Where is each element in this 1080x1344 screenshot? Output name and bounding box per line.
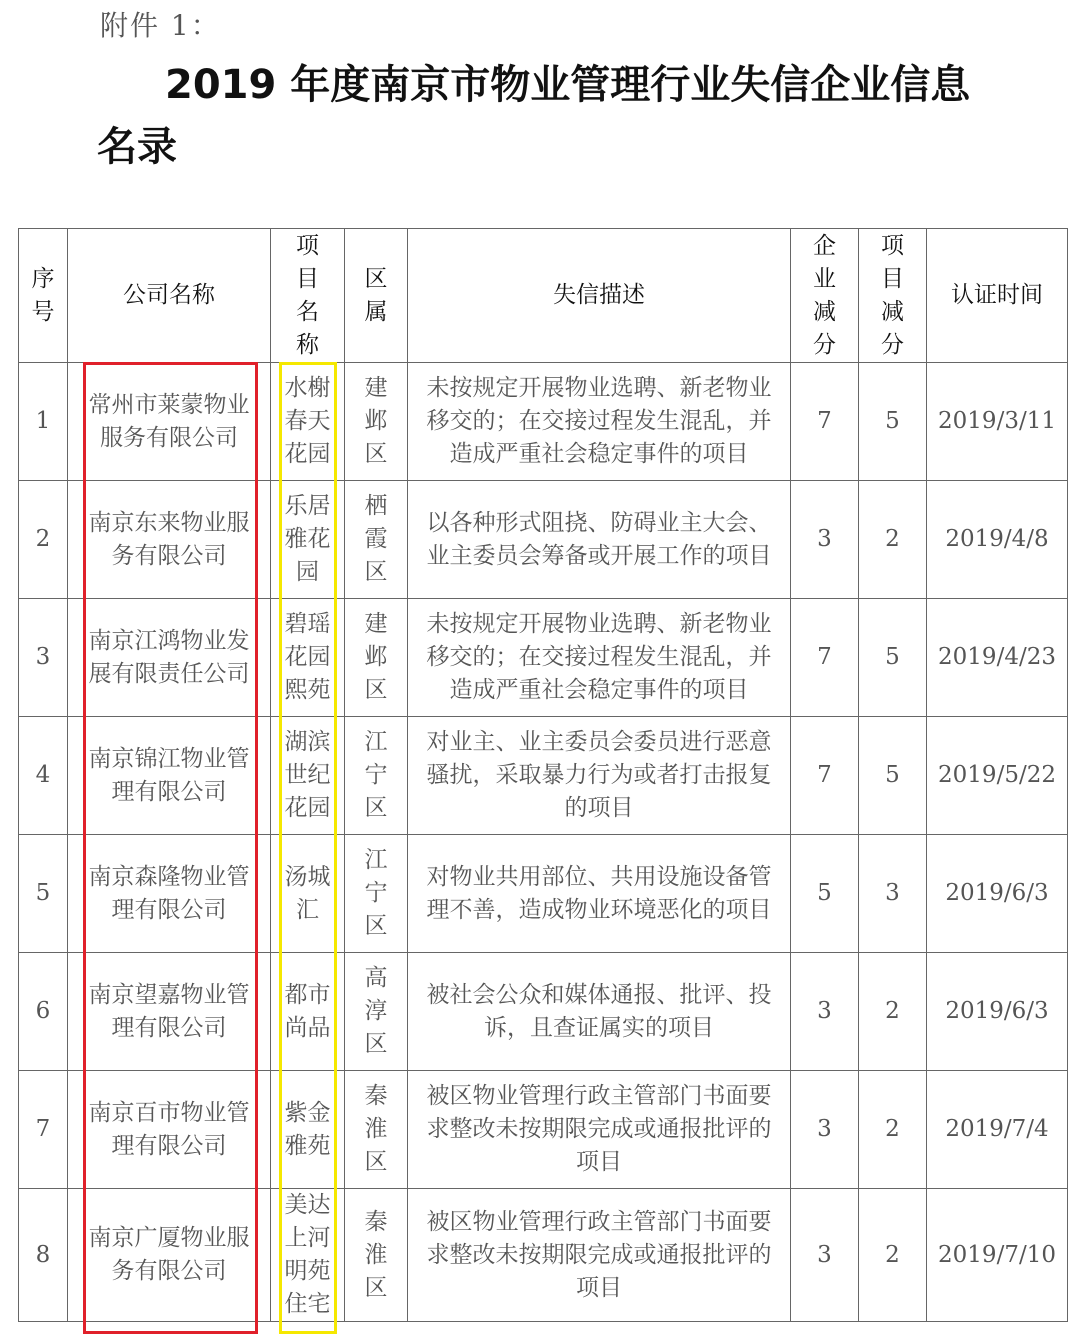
cell-company (68, 953, 271, 1071)
cell-cert-time-text: 2019/4/23 (938, 644, 1056, 670)
cell-description (408, 1071, 791, 1189)
cell-company-text: 南京广厦物业服务有限公司 (88, 1225, 250, 1284)
table-header-row (19, 229, 1068, 363)
cell-project-deduction (859, 953, 927, 1071)
cell-seq (19, 599, 68, 717)
cell-project-deduction-text: 2 (885, 1241, 900, 1268)
cell-cert-time-text: 2019/3/11 (938, 408, 1056, 434)
cell-region (345, 1189, 408, 1322)
cell-project (271, 953, 345, 1071)
cell-description-text: 被区物业管理行政主管部门书面要求整改未按期限完成或通报批评的项目 (426, 1083, 772, 1175)
header-description: 失信描述 (408, 229, 791, 363)
cell-region-text: 秦淮区 (364, 1208, 388, 1301)
cell-seq (19, 835, 68, 953)
cell-project-text: 碧瑶花园熙苑 (284, 611, 331, 703)
cell-cert-time-text: 2019/6/3 (945, 880, 1049, 906)
cell-region-text: 高淳区 (364, 965, 388, 1057)
cell-project (271, 1189, 345, 1322)
cell-cert-time-text: 2019/7/10 (938, 1241, 1056, 1268)
cell-cert-time (927, 835, 1068, 953)
cell-project-text: 紫金雅苑 (284, 1099, 331, 1159)
cell-description-text: 未按规定开展物业选聘、新老物业移交的；在交接过程发生混乱，并造成严重社会稳定事件的项目 (426, 375, 772, 467)
cell-project-deduction (859, 363, 927, 481)
cell-region-text: 建邺区 (364, 611, 388, 703)
cell-region-text: 江宁区 (364, 729, 388, 821)
table-row (19, 717, 1068, 835)
cell-seq (19, 363, 68, 481)
cell-company-deduction-text: 7 (817, 644, 832, 670)
header-company: 公司名称 (68, 229, 271, 363)
cell-cert-time-text: 2019/4/8 (945, 526, 1049, 552)
cell-region (345, 835, 408, 953)
cell-cert-time (927, 717, 1068, 835)
cell-company-deduction-text: 3 (817, 1241, 832, 1268)
cell-region-text: 栖霞区 (364, 493, 388, 585)
cell-project (271, 599, 345, 717)
cell-project-deduction (859, 717, 927, 835)
cell-cert-time (927, 1071, 1068, 1189)
cell-project (271, 481, 345, 599)
cell-cert-time (927, 363, 1068, 481)
cell-project (271, 835, 345, 953)
cell-description-text: 被区物业管理行政主管部门书面要求整改未按期限完成或通报批评的项目 (426, 1208, 772, 1301)
cell-project-text: 水榭春天花园 (284, 375, 331, 467)
cell-company-deduction-text: 7 (817, 408, 832, 434)
cell-company (68, 835, 271, 953)
cell-project-text: 美达上河明苑住宅 (284, 1192, 331, 1317)
annex-label: 附件 1： (100, 9, 221, 42)
cell-project-text: 都市尚品 (284, 981, 331, 1041)
cell-project-text: 湖滨世纪花园 (284, 729, 331, 821)
cell-company-deduction (791, 1071, 859, 1189)
header-project-deduction: 项目减分 (859, 229, 927, 363)
cell-seq (19, 717, 68, 835)
header-region: 区属 (345, 229, 408, 363)
cell-project-deduction-text: 3 (885, 880, 900, 906)
cell-project-deduction (859, 835, 927, 953)
cell-project (271, 363, 345, 481)
cell-region (345, 717, 408, 835)
cell-cert-time (927, 481, 1068, 599)
cell-company-deduction (791, 1189, 859, 1322)
cell-description (408, 363, 791, 481)
cell-project-text: 汤城汇 (284, 863, 331, 923)
cell-company-deduction-text: 3 (817, 998, 832, 1024)
cell-company-deduction-text: 7 (817, 762, 832, 788)
header-project: 项目名称 (271, 229, 345, 363)
cell-seq-text: 8 (35, 1241, 51, 1268)
cell-company (68, 363, 271, 481)
cell-company-text: 南京锦江物业管理有限公司 (88, 745, 250, 805)
table-row (19, 1189, 1068, 1322)
cell-company (68, 481, 271, 599)
cell-cert-time-text: 2019/5/22 (938, 762, 1056, 788)
table-row (19, 599, 1068, 717)
table-row (19, 481, 1068, 599)
cell-company-deduction (791, 835, 859, 953)
cell-seq-text: 3 (35, 644, 51, 670)
cell-company (68, 1189, 271, 1322)
table-row (19, 953, 1068, 1071)
cell-project-deduction (859, 599, 927, 717)
cell-seq-text: 7 (35, 1116, 51, 1142)
cell-description (408, 481, 791, 599)
cell-description-text: 被社会公众和媒体通报、批评、投诉，且查证属实的项目 (426, 981, 772, 1041)
cell-seq-text: 2 (35, 526, 51, 552)
cell-description (408, 835, 791, 953)
cell-description-text: 对物业共用部位、共用设施设备管理不善，造成物业环境恶化的项目 (426, 863, 772, 923)
cell-cert-time (927, 953, 1068, 1071)
cell-region-text: 秦淮区 (364, 1083, 388, 1175)
cell-company (68, 717, 271, 835)
header-cert-time: 认证时间 (927, 229, 1068, 363)
cell-company-deduction (791, 717, 859, 835)
cell-description-text: 未按规定开展物业选聘、新老物业移交的；在交接过程发生混乱，并造成严重社会稳定事件的项目 (426, 611, 772, 703)
cell-company-text: 南京江鸿物业发展有限责任公司 (88, 627, 250, 687)
cell-seq-text: 5 (35, 880, 51, 906)
table-row (19, 363, 1068, 481)
cell-region (345, 481, 408, 599)
cell-seq (19, 481, 68, 599)
cell-company-text: 南京东来物业服务有限公司 (88, 509, 250, 569)
cell-seq-text: 4 (35, 762, 51, 788)
header-company-deduction: 企业减分 (791, 229, 859, 363)
cell-project (271, 717, 345, 835)
cell-company (68, 599, 271, 717)
cell-project-deduction-text: 5 (885, 408, 900, 434)
cell-company-text: 南京百市物业管理有限公司 (88, 1099, 250, 1159)
cell-description (408, 717, 791, 835)
cell-description (408, 599, 791, 717)
cell-seq-text: 6 (35, 998, 51, 1024)
cell-seq (19, 1189, 68, 1322)
cell-company-text: 南京望嘉物业管理有限公司 (88, 981, 250, 1041)
cell-cert-time-text: 2019/6/3 (945, 998, 1049, 1024)
cell-region (345, 363, 408, 481)
cell-cert-time (927, 599, 1068, 717)
cell-project (271, 1071, 345, 1189)
cell-seq (19, 1071, 68, 1189)
cell-company-text: 常州市莱蒙物业服务有限公司 (88, 391, 250, 451)
cell-region-text: 建邺区 (364, 375, 388, 467)
cell-project-deduction (859, 481, 927, 599)
cell-region (345, 953, 408, 1071)
cell-cert-time-text: 2019/7/4 (945, 1116, 1049, 1142)
cell-company-deduction-text: 3 (817, 526, 832, 552)
cell-company-deduction-text: 5 (817, 880, 832, 906)
cell-company-deduction-text: 3 (817, 1116, 832, 1142)
cell-project-deduction-text: 5 (885, 762, 900, 788)
table-row (19, 835, 1068, 953)
cell-company-deduction (791, 481, 859, 599)
cell-company-text: 南京森隆物业管理有限公司 (88, 863, 250, 923)
cell-seq-text: 1 (35, 408, 51, 434)
header-seq: 序号 (19, 229, 68, 363)
cell-company (68, 1071, 271, 1189)
cell-description (408, 953, 791, 1071)
cell-project-deduction (859, 1071, 927, 1189)
cell-region (345, 1071, 408, 1189)
cell-seq (19, 953, 68, 1071)
cell-description-text: 对业主、业主委员会委员进行恶意骚扰，采取暴力行为或者打击报复的项目 (426, 729, 772, 821)
cell-project-deduction-text: 5 (885, 644, 900, 670)
cell-project-deduction-text: 2 (885, 1116, 900, 1142)
document-title: 2019 年度南京市物业管理行业失信企业信息名录 (97, 62, 971, 170)
cell-region (345, 599, 408, 717)
cell-company-deduction (791, 363, 859, 481)
cell-company-deduction (791, 953, 859, 1071)
cell-description-text: 以各种形式阻挠、防碍业主大会、业主委员会筹备或开展工作的项目 (426, 509, 772, 569)
cell-project-text: 乐居雅花园 (284, 493, 331, 585)
cell-region-text: 江宁区 (364, 847, 388, 939)
table-row (19, 1071, 1068, 1189)
cell-project-deduction (859, 1189, 927, 1322)
cell-cert-time (927, 1189, 1068, 1322)
cell-project-deduction-text: 2 (885, 998, 900, 1024)
cell-company-deduction (791, 599, 859, 717)
dishonest-enterprise-table (18, 228, 1068, 1322)
cell-description (408, 1189, 791, 1322)
cell-project-deduction-text: 2 (885, 526, 900, 552)
